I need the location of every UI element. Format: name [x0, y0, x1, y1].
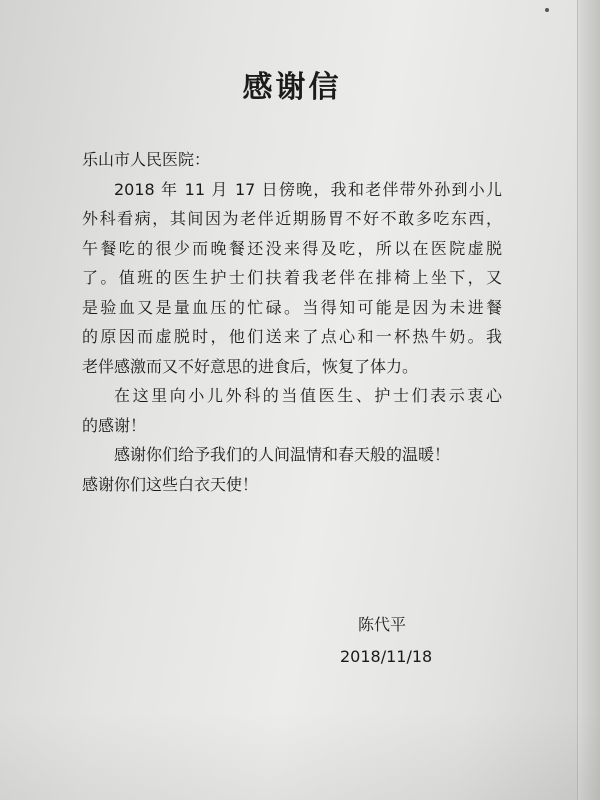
paper-shadow	[0, 710, 600, 800]
letter-date: 2018/11/18	[340, 647, 433, 666]
letter-salutation: 乐山市人民医院：	[82, 150, 211, 169]
paragraph-1-line: 是验血又是量血压的忙碌。当得知可能是因为未进餐	[82, 297, 502, 317]
letter-signature: 陈代平	[358, 615, 407, 634]
paragraph-3-line: 感谢你们给予我们的人间温情和春天般的温暖！	[114, 445, 451, 464]
paragraph-1-line: 外科看病，其间因为老伴近期肠胃不好不敢多吃东西，	[82, 209, 502, 228]
paragraph-3-line: 感谢你们这些白衣天使！	[82, 474, 259, 494]
paragraph-1-line: 老伴感激而又不好意思的进食后，恢复了体力。	[82, 356, 419, 376]
paragraph-1-line: 午餐吃的很少而晚餐还没来得及吃，所以在医院虚脱	[82, 238, 502, 258]
paragraph-1-line: 了。值班的医生护士们扶着我老伴在排椅上坐下，又	[82, 268, 502, 287]
paragraph-2-line: 的感谢！	[82, 415, 147, 435]
ink-mark	[545, 8, 549, 12]
letter-body	[82, 145, 502, 499]
letter-title: 感谢信	[242, 70, 342, 105]
paragraph-1-line: 2018 年 11 月 17 日傍晚，我和老伴带外孙到小儿	[114, 179, 502, 199]
paragraph-2-line: 在这里向小儿外科的当值医生、护士们表示衷心	[114, 386, 502, 405]
paper-edge	[577, 0, 600, 800]
paragraph-1-line: 的原因而虚脱时，他们送来了点心和一杯热牛奶。我	[82, 327, 502, 346]
